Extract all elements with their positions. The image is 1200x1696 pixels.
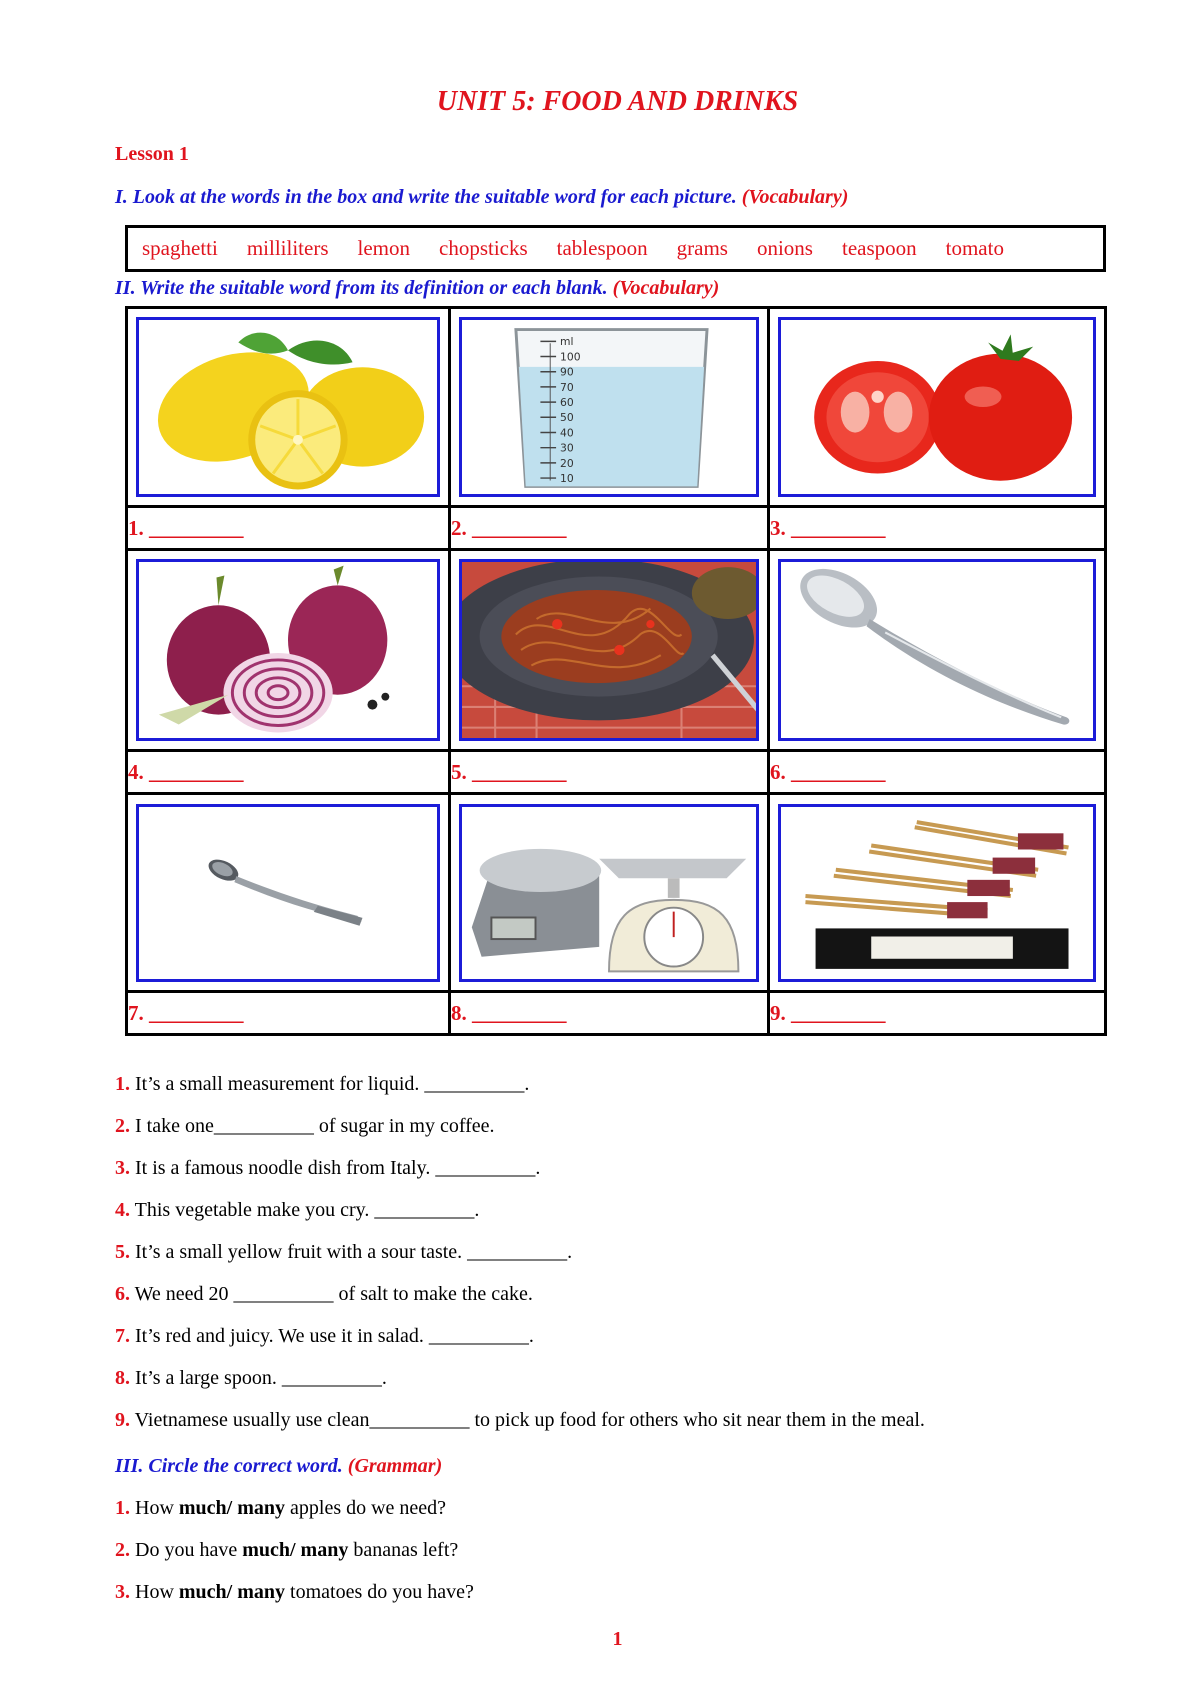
section-3-text: III. Circle the correct word.: [115, 1455, 343, 1477]
answer-label-6[interactable]: 6. _________: [769, 751, 1106, 794]
page-title: UNIT 5: FOOD AND DRINKS: [436, 86, 799, 117]
lesson-label: Lesson 1: [115, 143, 189, 165]
lemon-picture: [136, 317, 440, 497]
item-number: 2.: [115, 1115, 130, 1137]
picture-cell-4: [127, 550, 450, 751]
item-number: 1.: [115, 1497, 130, 1519]
beaker-tick-label: 30: [560, 441, 574, 455]
definition-text: I take one__________ of sugar in my coffee.: [135, 1115, 495, 1137]
spaghetti-picture: [459, 559, 759, 741]
tomato-picture: [778, 317, 1096, 497]
item-number: 8.: [115, 1367, 130, 1389]
word-box-item: milliliters: [246, 236, 329, 260]
definition-item: [115, 1325, 534, 1348]
definition-item: [115, 1115, 495, 1138]
grammar-text-before: Do you have: [135, 1539, 243, 1561]
item-number: 5.: [115, 1241, 130, 1263]
picture-cell-7: [127, 794, 450, 992]
answer-label-2[interactable]: 2. _________: [450, 507, 769, 550]
onion-picture: [136, 559, 440, 741]
item-number: 6.: [115, 1283, 130, 1305]
tablespoon-picture: [778, 559, 1096, 741]
beaker-tick-label: 100: [560, 350, 581, 364]
item-number: 3.: [115, 1157, 130, 1179]
grammar-text-before: How: [135, 1497, 179, 1519]
item-number: 7.: [115, 1325, 130, 1347]
beaker-tick-label: 40: [560, 426, 574, 440]
answer-label-4[interactable]: 4. _________: [127, 751, 450, 794]
section-1-tag: (Vocabulary): [741, 186, 849, 208]
section-2-text: II. Write the suitable word from its definition or each blank.: [115, 277, 608, 299]
beaker-tick-label: 50: [560, 411, 574, 425]
definition-text: We need 20 __________ of salt to make the cake.: [134, 1283, 533, 1305]
picture-cell-6: [769, 550, 1106, 751]
section-2-heading: [115, 277, 719, 300]
word-box-item: grams: [676, 236, 728, 260]
definition-text: It is a famous noodle dish from Italy. __________.: [135, 1157, 541, 1179]
word-box-item: teaspoon: [841, 236, 917, 260]
answer-label-3[interactable]: 3. _________: [769, 507, 1106, 550]
definition-item: [115, 1409, 925, 1432]
word-box-item: chopsticks: [439, 236, 528, 260]
definition-item: [115, 1199, 479, 1222]
chopsticks-picture: [778, 804, 1096, 982]
item-number: 9.: [115, 1409, 130, 1431]
definition-item: [115, 1367, 387, 1390]
grammar-text-after: apples do we need?: [285, 1497, 447, 1519]
section-3-tag: (Grammar): [347, 1455, 443, 1477]
picture-cell-1: [127, 308, 450, 507]
section-2-tag: (Vocabulary): [612, 277, 720, 299]
beaker-tick-label: ml: [560, 335, 574, 349]
answer-label-9[interactable]: 9. _________: [769, 992, 1106, 1035]
definition-item: [115, 1283, 533, 1306]
picture-cell-9: [769, 794, 1106, 992]
item-number: 2.: [115, 1539, 130, 1561]
picture-cell-8: [450, 794, 769, 992]
word-box-item: tomato: [945, 236, 1004, 260]
definition-text: This vegetable make you cry. __________.: [134, 1199, 480, 1221]
scale-picture: [459, 804, 759, 982]
word-box-item: lemon: [357, 236, 410, 260]
grammar-choice[interactable]: much/ many: [178, 1497, 286, 1519]
picture-grid: [125, 306, 1107, 1036]
grammar-text-before: How: [135, 1581, 179, 1603]
answer-label-1[interactable]: 1. _________: [127, 507, 450, 550]
grammar-text-after: tomatoes do you have?: [285, 1581, 474, 1603]
word-box-item: onions: [756, 236, 813, 260]
word-box: [125, 225, 1106, 272]
picture-cell-2: [450, 308, 769, 507]
page-number: 1: [612, 1628, 623, 1650]
section-3-heading: [115, 1455, 442, 1478]
definition-item: [115, 1073, 529, 1096]
beaker-tick-label: 20: [560, 456, 574, 470]
grammar-text-after: bananas left?: [348, 1539, 459, 1561]
measuring-cup-picture: [459, 317, 759, 497]
definition-text: Vietnamese usually use clean__________ to pick up food for others who sit near them in the meal.: [134, 1409, 925, 1431]
word-box-item: spaghetti: [142, 236, 218, 260]
answer-label-5[interactable]: 5. _________: [450, 751, 769, 794]
item-number: 4.: [115, 1199, 130, 1221]
beaker-tick-label: 90: [560, 365, 574, 379]
grammar-item: [115, 1581, 474, 1604]
item-number: 3.: [115, 1581, 130, 1603]
picture-cell-3: [769, 308, 1106, 507]
word-box-item: tablespoon: [556, 236, 648, 260]
grammar-item: [115, 1539, 458, 1562]
beaker-tick-label: 70: [560, 380, 574, 394]
answer-label-8[interactable]: 8. _________: [450, 992, 769, 1035]
grammar-choice[interactable]: much/ many: [178, 1581, 286, 1603]
grammar-choice[interactable]: much/ many: [242, 1539, 349, 1561]
section-1-heading: [115, 186, 848, 209]
beaker-tick-label: 10: [560, 471, 574, 485]
definition-text: It’s a small yellow fruit with a sour taste. __________.: [135, 1241, 573, 1263]
definition-item: [115, 1157, 540, 1180]
grammar-item: [115, 1497, 446, 1520]
picture-cell-5: [450, 550, 769, 751]
definition-item: [115, 1241, 572, 1264]
definition-text: It’s a large spoon. __________.: [135, 1367, 387, 1389]
definition-text: It’s red and juicy. We use it in salad. __________.: [135, 1325, 534, 1347]
beaker-tick-label: 60: [560, 396, 574, 410]
section-1-text: I. Look at the words in the box and write the suitable word for each picture.: [115, 186, 737, 208]
answer-label-7[interactable]: 7. _________: [127, 992, 450, 1035]
teaspoon-picture: [136, 804, 440, 982]
item-number: 1.: [115, 1073, 130, 1095]
definition-text: It’s a small measurement for liquid. __________.: [135, 1073, 530, 1095]
